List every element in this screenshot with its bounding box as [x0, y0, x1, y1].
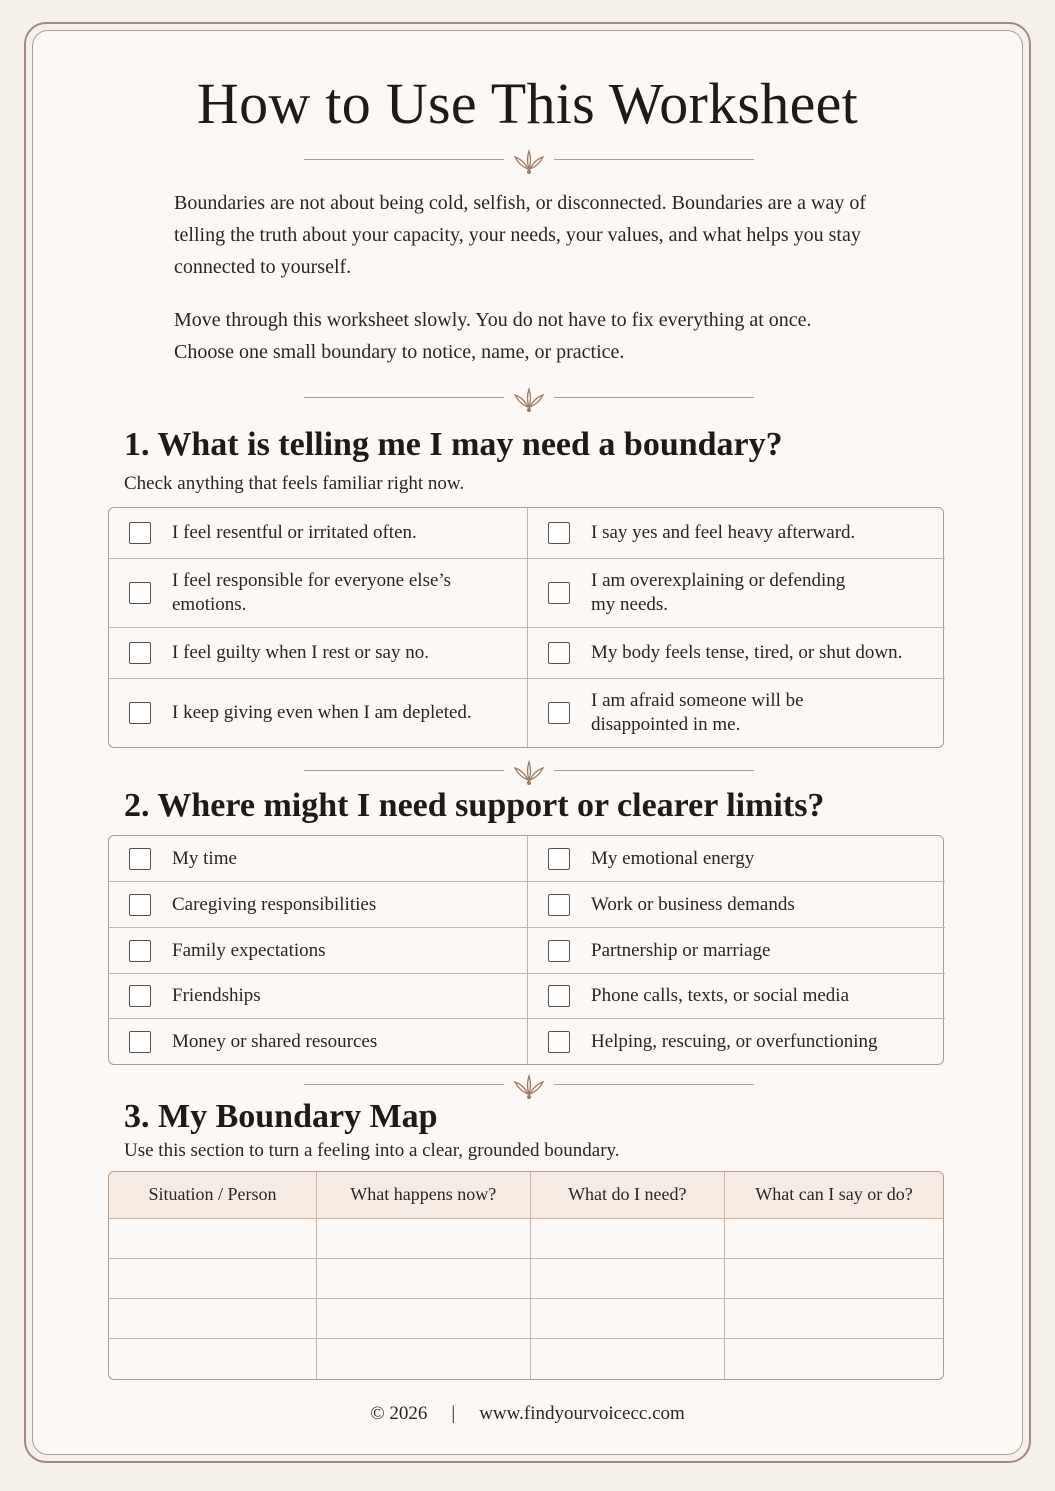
leaf-ornament-icon	[509, 383, 549, 413]
checklist-item[interactable]: Partnership or marriage	[527, 928, 945, 974]
copyright: © 2026	[370, 1403, 428, 1424]
checkbox[interactable]	[548, 702, 570, 724]
ornament-divider	[304, 756, 754, 786]
checklist-item[interactable]: My body feels tense, tired, or shut down.	[527, 628, 945, 679]
table-cell[interactable]	[317, 1299, 531, 1339]
table-cell[interactable]	[109, 1218, 317, 1258]
column-header: Situation / Person	[109, 1172, 317, 1218]
intro-paragraph-1: Boundaries are not about being cold, selfish, or disconnected. Boundaries are a way of telling the truth about your capacity, your needs, your values, and what helps you stay connected to yourself.	[174, 192, 867, 278]
checkbox[interactable]	[129, 582, 151, 604]
checklist-item[interactable]: My emotional energy	[527, 836, 945, 882]
section-1-checklist	[108, 507, 944, 748]
table-cell[interactable]	[530, 1339, 725, 1379]
column-header: What can I say or do?	[725, 1172, 943, 1218]
page-title: How to Use This Worksheet	[196, 71, 859, 136]
checklist-item[interactable]: I am overexplaining or defending my needs.	[527, 559, 945, 628]
checkbox[interactable]	[129, 848, 151, 870]
section-3-title: 3. My Boundary Map	[124, 1098, 438, 1135]
checkbox[interactable]	[548, 642, 570, 664]
checklist-item[interactable]: Money or shared resources	[109, 1019, 527, 1064]
checkbox[interactable]	[548, 522, 570, 544]
table-cell[interactable]	[317, 1218, 531, 1258]
table-row	[109, 1218, 943, 1258]
section-1-title: 1. What is telling me I may need a boundary?	[124, 426, 783, 463]
section-2-checklist	[108, 835, 944, 1065]
checklist-item[interactable]: I say yes and feel heavy afterward.	[527, 508, 945, 559]
checklist-item[interactable]: I feel responsible for everyone else’s emotions.	[109, 559, 527, 628]
leaf-ornament-icon	[509, 756, 549, 786]
checkbox[interactable]	[548, 894, 570, 916]
checkbox[interactable]	[548, 985, 570, 1007]
table-cell[interactable]	[725, 1299, 943, 1339]
checklist-item[interactable]: I am afraid someone will be disappointed in me.	[527, 679, 945, 747]
checkbox[interactable]	[548, 940, 570, 962]
checkbox[interactable]	[129, 642, 151, 664]
website-link[interactable]: www.findyourvoicecc.com	[479, 1403, 685, 1424]
checkbox[interactable]	[129, 985, 151, 1007]
ornament-divider	[304, 1070, 754, 1100]
ornament-divider	[304, 383, 754, 413]
table-cell[interactable]	[317, 1258, 531, 1298]
section-3-subtitle: Use this section to turn a feeling into a clear, grounded boundary.	[124, 1140, 620, 1161]
checklist-item[interactable]: Helping, rescuing, or overfunctioning	[527, 1019, 945, 1064]
checkbox[interactable]	[548, 848, 570, 870]
section-1-subtitle: Check anything that feels familiar right now.	[124, 473, 465, 494]
checklist-item[interactable]: Family expectations	[109, 928, 527, 974]
checkbox[interactable]	[129, 702, 151, 724]
checklist-item[interactable]: Friendships	[109, 974, 527, 1019]
footer-separator: |	[451, 1403, 456, 1424]
table-cell[interactable]	[109, 1299, 317, 1339]
column-header: What happens now?	[317, 1172, 531, 1218]
checkbox[interactable]	[129, 1031, 151, 1053]
table-cell[interactable]	[530, 1258, 725, 1298]
leaf-ornament-icon	[509, 1070, 549, 1100]
table-row	[109, 1299, 943, 1339]
intro-paragraph-2: Move through this worksheet slowly. You do not have to fix everything at once. Choose one small boundary to notice, name, or practice.	[174, 309, 812, 363]
table-row	[109, 1339, 943, 1379]
table-cell[interactable]	[530, 1299, 725, 1339]
checklist-item[interactable]: I keep giving even when I am depleted.	[109, 679, 527, 747]
checklist-item[interactable]: I feel guilty when I rest or say no.	[109, 628, 527, 679]
table-cell[interactable]	[725, 1258, 943, 1298]
checklist-item[interactable]: Caregiving responsibilities	[109, 882, 527, 928]
table-cell[interactable]	[109, 1258, 317, 1298]
column-header: What do I need?	[530, 1172, 725, 1218]
table-cell[interactable]	[725, 1218, 943, 1258]
table-cell[interactable]	[725, 1339, 943, 1379]
checkbox[interactable]	[548, 1031, 570, 1053]
table-cell[interactable]	[109, 1339, 317, 1379]
checkbox[interactable]	[129, 940, 151, 962]
checklist-item[interactable]: Work or business demands	[527, 882, 945, 928]
table-cell[interactable]	[530, 1218, 725, 1258]
checklist-item[interactable]: I feel resentful or irritated often.	[109, 508, 527, 559]
ornament-divider	[304, 145, 754, 175]
footer	[0, 1403, 1055, 1425]
checklist-item[interactable]: My time	[109, 836, 527, 882]
table-cell[interactable]	[317, 1339, 531, 1379]
leaf-ornament-icon	[509, 145, 549, 175]
table-row	[109, 1258, 943, 1298]
checklist-item[interactable]: Phone calls, texts, or social media	[527, 974, 945, 1019]
checkbox[interactable]	[548, 582, 570, 604]
checkbox[interactable]	[129, 894, 151, 916]
section-2-title: 2. Where might I need support or clearer limits?	[124, 787, 825, 824]
boundary-map-table	[108, 1171, 944, 1380]
checkbox[interactable]	[129, 522, 151, 544]
